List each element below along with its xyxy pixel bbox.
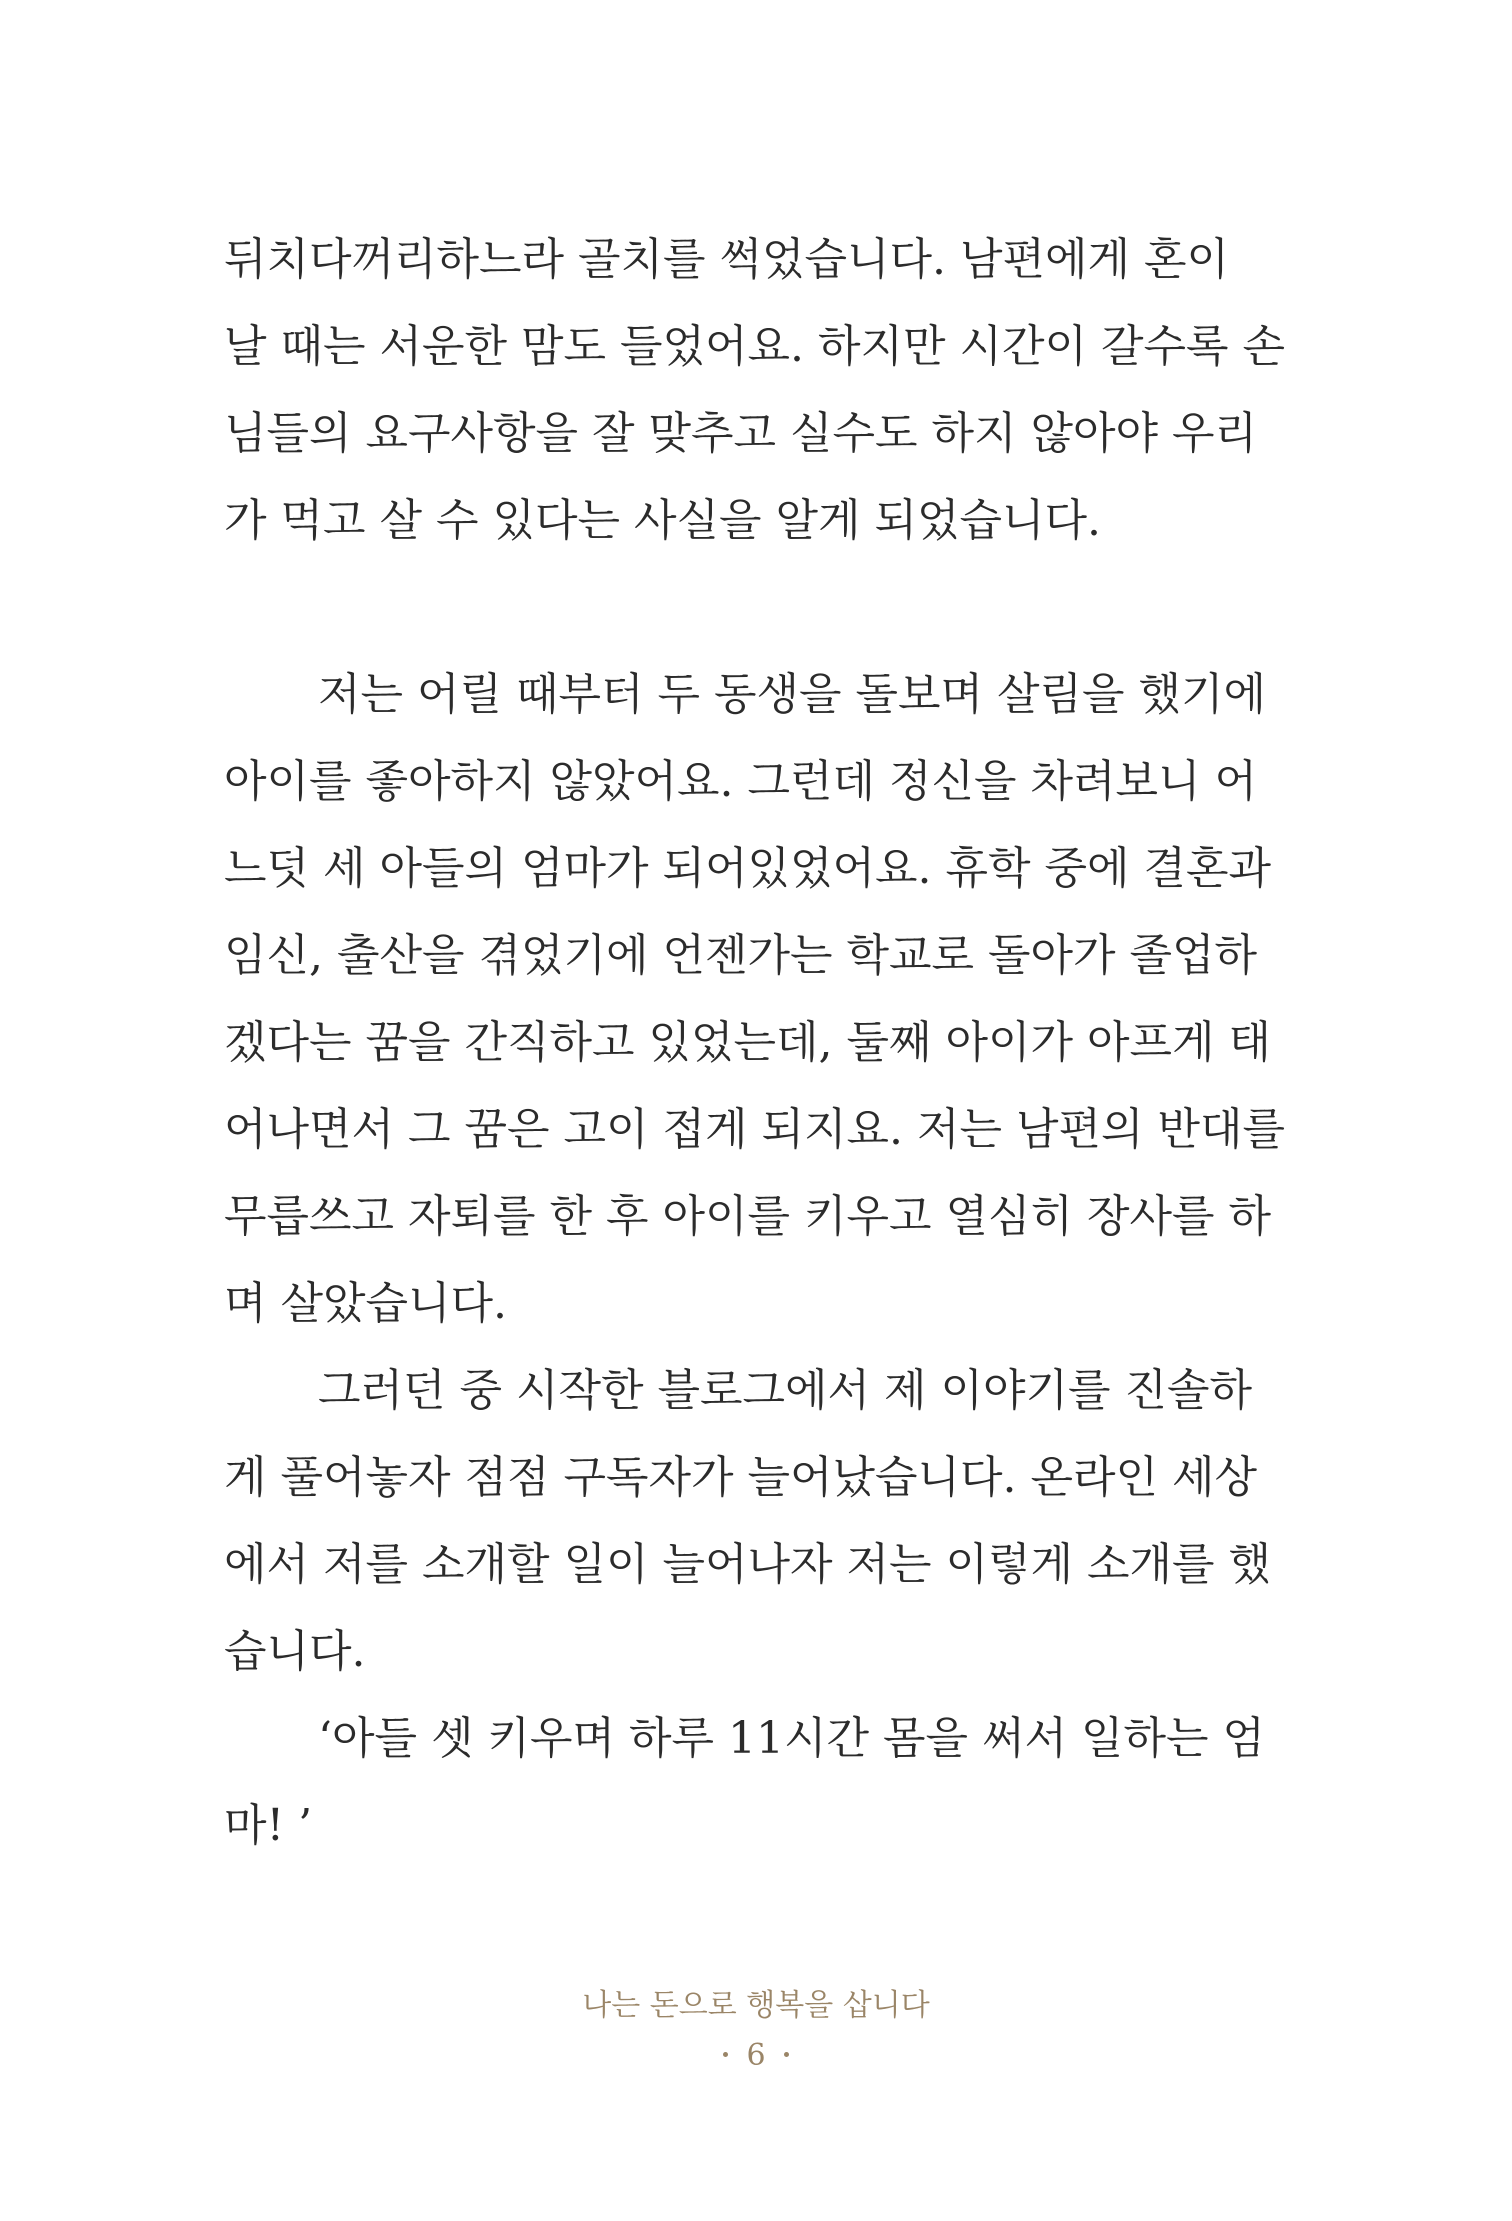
text-line: 님들의 요구사항을 잘 맞추고 실수도 하지 않아야 우리 xyxy=(224,408,1257,459)
text-line: ‘아들 셋 키우며 하루 11시간 몸을 써서 일하는 엄 xyxy=(318,1713,1265,1764)
text-line: 습니다. xyxy=(224,1626,366,1677)
body-text xyxy=(224,651,1285,1869)
text-line: 겠다는 꿈을 간직하고 있었는데, 둘째 아이가 아프게 태 xyxy=(224,1017,1271,1068)
text-line: 무릅쓰고 자퇴를 한 후 아이를 키우고 열심히 장사를 하 xyxy=(224,1191,1271,1242)
text-line: 아이를 좋아하지 않았어요. 그런데 정신을 차려보니 어 xyxy=(224,756,1257,807)
text-line: 에서 저를 소개할 일이 늘어나자 저는 이렇게 소개를 했 xyxy=(224,1539,1271,1590)
paragraph-3 xyxy=(224,1347,1271,1695)
paragraph-2 xyxy=(224,651,1285,1347)
text-line: 게 풀어놓자 점점 구독자가 늘어났습니다. 온라인 세상 xyxy=(224,1452,1257,1503)
text-line: 임신, 출산을 겪었기에 언젠가는 학교로 돌아가 졸업하 xyxy=(224,930,1257,981)
dot-ornament-left xyxy=(723,2052,728,2057)
page-number-value: 6 xyxy=(746,2038,766,2073)
text-line: 저는 어릴 때부터 두 동생을 돌보며 살림을 했기에 xyxy=(318,669,1266,720)
text-line: 마! ’ xyxy=(224,1800,313,1851)
text-line: 며 살았습니다. xyxy=(224,1278,507,1329)
text-line: 어나면서 그 꿈은 고이 접게 되지요. 저는 남편의 반대를 xyxy=(224,1104,1285,1155)
text-line: 그러던 중 시작한 블로그에서 제 이야기를 진솔하 xyxy=(318,1365,1252,1416)
paragraph-1 xyxy=(224,216,1285,564)
text-line: 뒤치다꺼리하느라 골치를 썩었습니다. 남편에게 혼이 xyxy=(224,234,1230,285)
paragraph-4 xyxy=(224,1695,1265,1869)
page-number xyxy=(0,2036,1512,2076)
text-line: 느덧 세 아들의 엄마가 되어있었어요. 휴학 중에 결혼과 xyxy=(224,843,1271,894)
text-line: 가 먹고 살 수 있다는 사실을 알게 되었습니다. xyxy=(224,495,1101,546)
running-footer-title: 나는 돈으로 행복을 삽니다 xyxy=(582,1988,930,2023)
text-line: 날 때는 서운한 맘도 들었어요. 하지만 시간이 갈수록 손 xyxy=(224,321,1285,372)
dot-ornament-right xyxy=(784,2052,789,2057)
